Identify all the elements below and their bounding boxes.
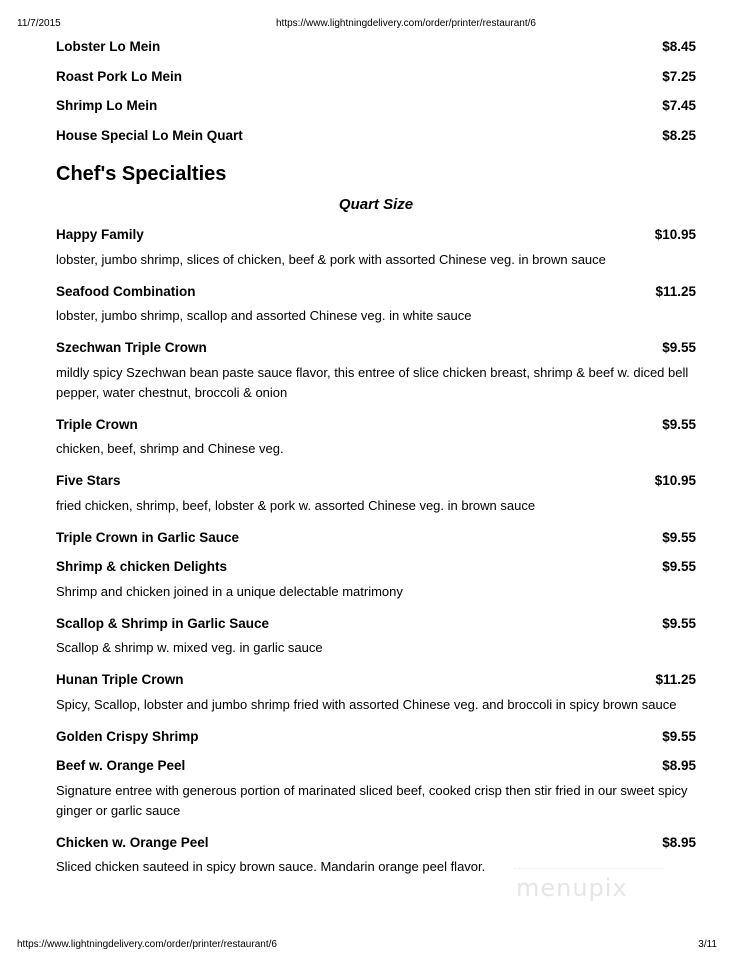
menu-content — [56, 34, 696, 886]
menu-item — [56, 64, 696, 94]
item-price: $9.55 — [662, 529, 696, 545]
item-name: Lobster Lo Mein — [56, 39, 161, 54]
item-name: Chicken w. Orange Peel — [56, 834, 209, 850]
item-description: Scallop & shrimp w. mixed veg. in garlic sauce — [56, 640, 323, 655]
item-description: lobster, jumbo shrimp, slices of chicken, beef & pork with assorted Chinese veg. in brown sauce — [56, 251, 606, 267]
item-name: Hunan Triple Crown — [56, 672, 184, 687]
menu-item — [56, 222, 696, 252]
menu-item — [56, 123, 696, 153]
menu-item — [56, 830, 696, 860]
menu-item — [56, 525, 696, 555]
footer-url: https://www.lightningdelivery.com/order/printer/restaurant/6 — [17, 939, 277, 950]
menu-item — [56, 667, 696, 697]
item-name: Beef w. Orange Peel — [56, 758, 186, 773]
menu-item — [56, 34, 696, 64]
section-subheading: Quart Size — [338, 196, 414, 213]
item-price: $8.25 — [662, 127, 696, 143]
item-price: $10.95 — [654, 473, 696, 488]
item-price: $8.45 — [662, 39, 696, 54]
item-price: $11.25 — [655, 672, 696, 687]
menu-item — [56, 412, 696, 442]
menu-item — [56, 335, 696, 365]
item-price: $11.25 — [655, 283, 696, 299]
watermark-text: menupix — [516, 874, 628, 902]
item-description: Sliced chicken sauteed in spicy brown sauce. Mandarin orange peel flavor. — [56, 859, 486, 874]
item-description: lobster, jumbo shrimp, scallop and assorted Chinese veg. in white sauce — [56, 308, 472, 323]
item-name: Shrimp & chicken Delights — [56, 559, 228, 574]
item-price: $9.55 — [662, 559, 696, 574]
watermark-logo — [514, 868, 664, 908]
item-price: $9.55 — [662, 340, 696, 355]
item-description: chicken, beef, shrimp and Chinese veg. — [56, 441, 284, 456]
menu-item — [56, 611, 696, 641]
item-name: Five Stars — [56, 473, 121, 488]
item-name: Triple Crown — [56, 416, 138, 432]
menu-item — [56, 724, 696, 754]
item-price: $9.55 — [662, 728, 696, 744]
item-description: Spicy, Scallop, lobster and jumbo shrimp fried with assorted Chinese veg. and broccoli in spicy brown sauce — [56, 696, 677, 712]
item-name: Triple Crown in Garlic Sauce — [56, 529, 240, 545]
item-price: $8.95 — [662, 834, 696, 850]
item-name: Scallop & Shrimp in Garlic Sauce — [56, 615, 270, 631]
menu-item — [56, 753, 696, 783]
item-name: Roast Pork Lo Mein — [56, 68, 183, 84]
specialties-list — [56, 222, 696, 886]
item-name: Shrimp Lo Mein — [56, 98, 158, 113]
item-description: fried chicken, shrimp, beef, lobster & pork w. assorted Chinese veg. in brown sauce — [56, 497, 536, 513]
menu-item — [56, 554, 696, 584]
print-url: https://www.lightningdelivery.com/order/printer/restaurant/6 — [276, 18, 536, 29]
item-price: $7.45 — [662, 98, 696, 113]
item-price: $7.25 — [662, 68, 696, 84]
menu-item — [56, 93, 696, 123]
item-name: House Special Lo Mein Quart — [56, 127, 243, 143]
item-price: $9.55 — [662, 416, 696, 432]
item-name: Happy Family — [56, 227, 144, 242]
item-description: mildly spicy Szechwan bean paste sauce flavor, this entree of slice chicken breast, shrimp & beef w. diced bell pepper, water chestnut, broccoli & onion — [56, 364, 689, 400]
item-price: $10.95 — [654, 227, 696, 242]
item-name: Golden Crispy Shrimp — [56, 728, 199, 744]
item-name: Szechwan Triple Crown — [56, 340, 207, 355]
item-name: Seafood Combination — [56, 283, 196, 299]
menu-item — [56, 279, 696, 309]
print-header — [0, 0, 750, 34]
section-title: Chef's Specialties — [56, 163, 227, 185]
menu-item — [56, 468, 696, 498]
print-date: 11/7/2015 — [17, 18, 61, 29]
item-price: $8.95 — [662, 758, 696, 773]
item-price: $9.55 — [662, 615, 696, 631]
item-description: Shrimp and chicken joined in a unique delectable matrimony — [56, 583, 403, 599]
print-footer — [0, 939, 750, 959]
page-number: 3/11 — [698, 939, 717, 950]
item-description: Signature entree with generous portion of marinated sliced beef, cooked crisp then stir fried in our sweet spicy ginger or garlic sauce — [56, 782, 688, 818]
